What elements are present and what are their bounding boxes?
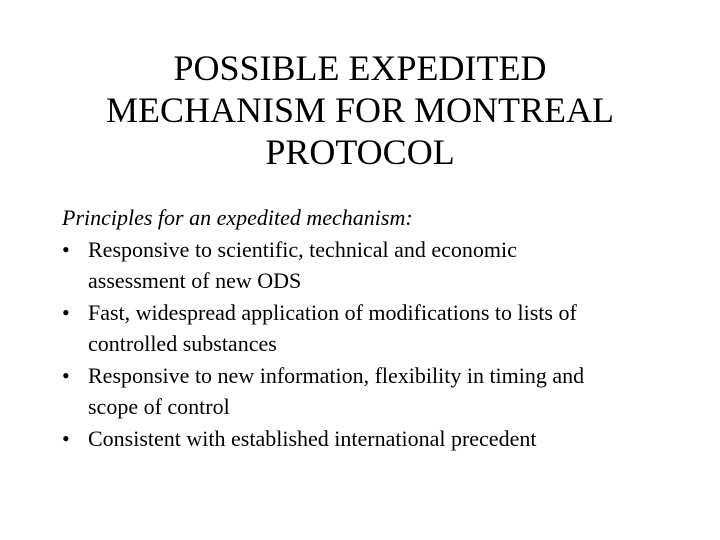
bullet-list (62, 234, 702, 455)
bullet-item (62, 234, 702, 297)
bullet-item (62, 297, 702, 360)
bullet-icon: • (62, 362, 70, 388)
bullet-item (62, 423, 702, 455)
bullet-text-line: Responsive to scientific, technical and economic (88, 236, 517, 262)
bullet-icon: • (62, 425, 70, 451)
bullet-text-line: assessment of new ODS (88, 268, 302, 293)
bullet-item (62, 360, 702, 423)
bullet-text-line: Consistent with established international precedent (88, 425, 537, 451)
slide-title-line: PROTOCOL (265, 132, 455, 172)
bullet-icon: • (62, 236, 70, 262)
bullet-text-line: controlled substances (88, 331, 277, 356)
bullet-text-line: Fast, widespread application of modifications to lists of (88, 299, 577, 325)
slide-body (62, 202, 702, 454)
slide-title-line: MECHANISM FOR MONTREAL (105, 90, 615, 130)
slide-title (60, 47, 660, 173)
bullet-icon: • (62, 299, 70, 325)
bullet-text-line: Responsive to new information, flexibility in timing and (88, 362, 585, 388)
slide-title-line: POSSIBLE EXPEDITED (173, 48, 547, 88)
bullet-text-line: scope of control (88, 394, 230, 419)
intro-text: Principles for an expedited mechanism: (62, 205, 413, 230)
